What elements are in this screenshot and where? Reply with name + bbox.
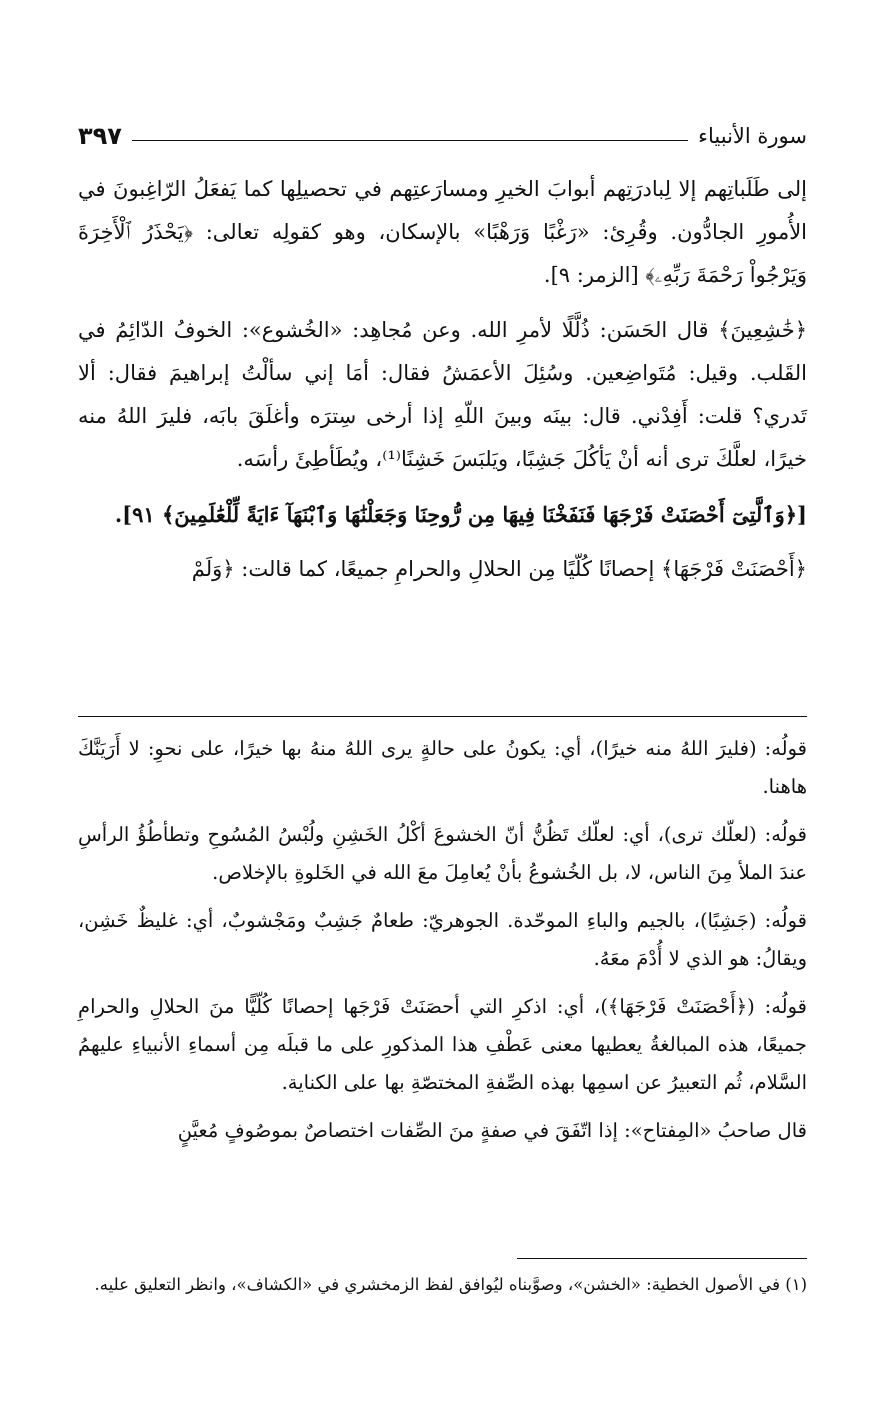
main-paragraph-4: ﴿أَحْصَنَتْ فَرْجَهَا﴾ إحصانًا كُلّيًا مِن الحلالِ والحرامِ جميعًا، كما قالت: ﴿وَلَمْ (191, 557, 807, 581)
commentary-paragraph-1: قولُه: (فليرَ اللهُ منه خيرًا)، أي: يكونُ على حالةٍ يرى اللهُ منهُ بها خيرًا، على نحوِ: لا أَرَيَنَّكَ هاهنا. (78, 737, 807, 798)
footnote-rule (517, 1258, 807, 1259)
main-paragraph-2: ﴿خَٰشِعِينَ﴾ قال الحَسَن: ذُلَّلًا لأمرِ الله. وعن مُجاهِد: «الخُشوع»: الخوفُ الدّائِمُ في القَلب. وقيل: مُتَواضِعين. وسُئِلَ الأعمَشُ فقال: أمَا إني سألْتُ إبراهيمَ فقال: ألا تَدري؟ قلت: أَفِدْني. قال: بينَه وبينَ اللّهِ إذا أرخى سِترَه وأغلَقَ بابَه، فليرَ اللهُ منه خيرًا، لعلَّكَ ترى أنه أنْ يَأكُلَ جَشِبًا، ويَلبَسَ خَشِنًا⁽¹⁾، ويُطَأطِئَ رأسَه. (78, 318, 807, 471)
main-paragraph-1: إلى طَلَباتِهم إلا لِبادرَتِهم أبوابَ الخيرِ ومسارَعتِهم في تحصيلِها كما يَفعَلُ الرّاغِبونَ في الأُمورِ الجادُّون. وقُرِئ: «رَغْبًا وَرَهْبًا» بالإسكان، وهو كقولِه تعالى: ﴿يَحْذَرُ ٱلْأَخِرَةَ وَيَرْجُواْ رَحْمَةَ رَبِّهِۦ﴾ [الزمر: ٩]. (78, 177, 807, 287)
commentary-paragraph-3: قولُه: (جَشِبًا)، بالجيم والباءِ الموحّدة. الجوهريّ: طعامٌ جَشِبٌ ومَجْشوبٌ، أي: غليظٌ خَشِن، ويقالُ: هو الذي لا أُدْمَ معَهُ. (78, 909, 807, 970)
header-rule (132, 140, 688, 141)
page-number: ٣٩٧ (78, 122, 122, 150)
main-text (78, 168, 807, 603)
commentary-paragraph-2: قولُه: (لعلّك ترى)، أي: لعلّك تَظُنُّ أنّ الخشوعَ أكْلُ الخَشِنِ ولُبْسُ المُسُوحِ وتطأطُؤُ الرأسِ عندَ الملأ مِنَ الناس، لا، بل الخُشوعُ بأنْ يُعامِلَ معَ الله في الخَلوةِ بالإخلاص. (78, 823, 807, 884)
footnote: (١) في الأصول الخطية: «الخشن»، وصوَّبناه ليُوافق لفظ الزمخشري في «الكشاف»، وانظر التعليق عليه. (94, 1275, 807, 1294)
commentary-divider (78, 716, 807, 717)
commentary-paragraph-5: قال صاحبُ «المِفتاح»: إذا اتّفَقَ في صفةٍ منَ الصِّفات اختصاصٌ بموصُوفٍ مُعيَّنٍ (177, 1119, 807, 1142)
surah-name: سورة الأنبياء (698, 124, 807, 148)
running-header (78, 118, 807, 154)
commentary-section (78, 730, 807, 1160)
commentary-paragraph-4: قولُه: (﴿أَحْصَنَتْ فَرْجَهَا﴾)، أي: اذكرِ التي أحصَنَتْ فَرْجَها إحصانًا كُلّيًّا منَ الحلالِ والحرامِ جميعًا، هذه المبالغةُ يعطيها معنى عَطْفِ هذا المذكورِ على ما قبلَه مِن أسماءِ الأنبياءِ عليهمُ السَّلام، ثُم التعبيرُ عن اسمِها بهذه الصِّفةِ المختصّةِ بها على الكناية. (78, 995, 807, 1094)
verse-91: [﴿وَٱلَّتِىٓ أَحْصَنَتْ فَرْجَهَا فَنَفَخْنَا فِيهَا مِن رُّوحِنَا وَجَعَلْنَٰهَا وَٱبْنَهَآ ءَايَةً لِّلْعَٰلَمِينَ﴾ ٩١]. (114, 502, 807, 527)
